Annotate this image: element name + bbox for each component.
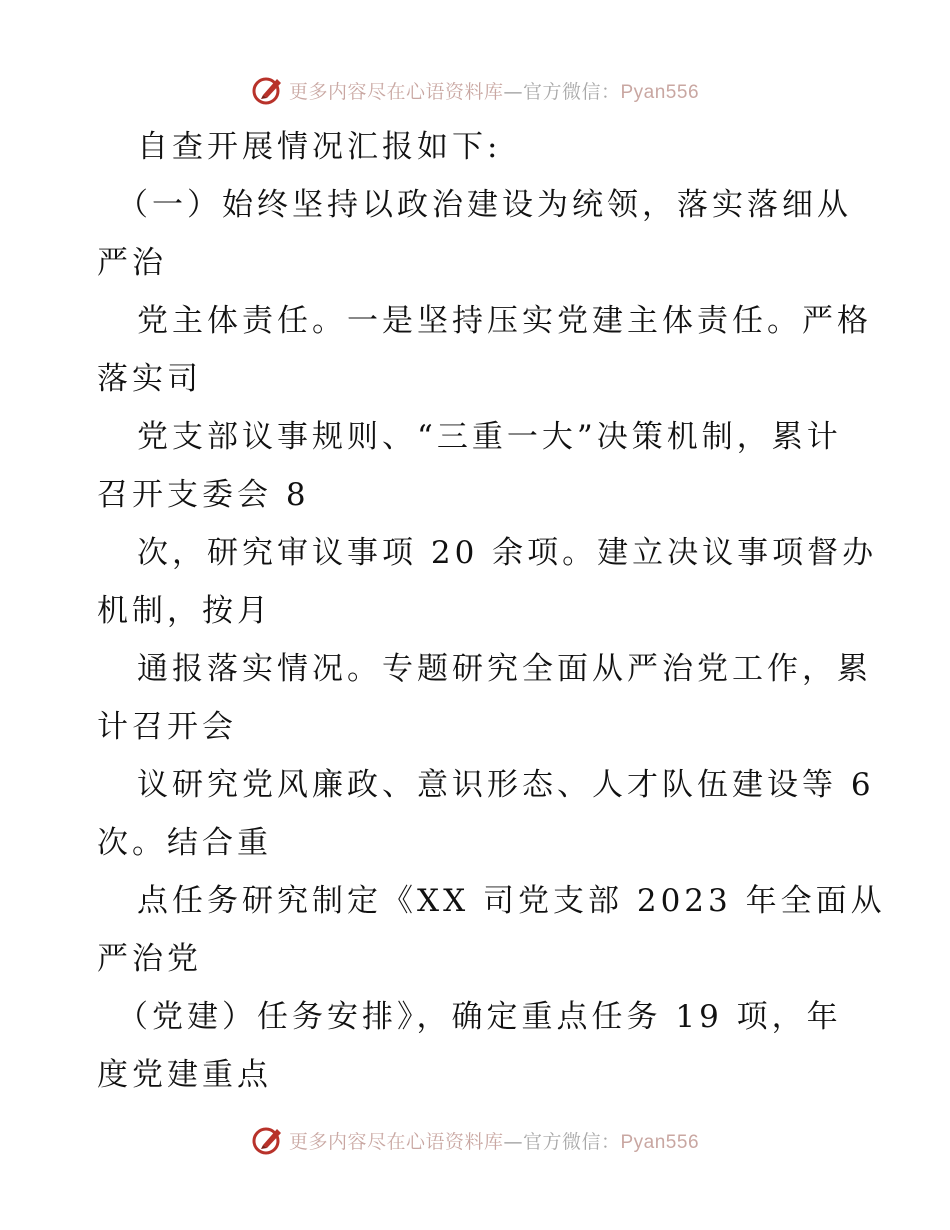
body-line: 严治 [97,245,167,281]
document-body [97,118,886,1104]
body-line: 议研究党风廉政、意识形态、人才队伍建设等 6 [137,767,875,803]
body-line: 党主体责任。一是坚持压实党建主体责任。严格 [137,303,872,339]
pen-nib-seal-icon [251,73,285,107]
body-line: 度党建重点 [97,1057,272,1093]
wechat-label: 官方微信： [522,80,621,103]
body-line: 严治党 [97,941,202,977]
body-line: 党支部议事规则、“三重一大”决策机制，累计 [137,419,842,455]
body-line: 机制，按月 [97,593,272,629]
body-line: 自查开展情况汇报如下: [137,129,502,165]
body-line: 计召开会 [97,709,237,745]
body-line: 落实司 [97,361,202,397]
body-line: （党建）任务安排》，确定重点任务 19 项，年 [117,999,842,1035]
banner-text [289,77,699,104]
banner-separator: — [503,80,523,103]
pen-nib-seal-icon [251,1123,285,1157]
header-banner [0,70,950,110]
banner-separator: — [503,1130,523,1153]
banner-text [289,1127,699,1154]
site-text: 更多内容尽在心语资料库 [288,80,504,103]
wechat-id: Pyan556 [620,1131,700,1153]
site-text: 更多内容尽在心语资料库 [288,1130,504,1153]
body-line: 通报落实情况。专题研究全面从严治党工作，累 [137,651,872,687]
body-line: 点任务研究制定《XX 司党支部 2023 年全面从 [137,883,886,919]
body-line: 次，研究审议事项 20 余项。建立决议事项督办 [137,535,878,571]
wechat-id: Pyan556 [620,81,700,103]
footer-banner [0,1120,950,1160]
body-line: （一）始终坚持以政治建设为统领，落实落细从 [117,187,852,223]
wechat-label: 官方微信： [522,1130,621,1153]
body-line: 召开支委会 8 [97,477,310,513]
body-line: 次。结合重 [97,825,272,861]
